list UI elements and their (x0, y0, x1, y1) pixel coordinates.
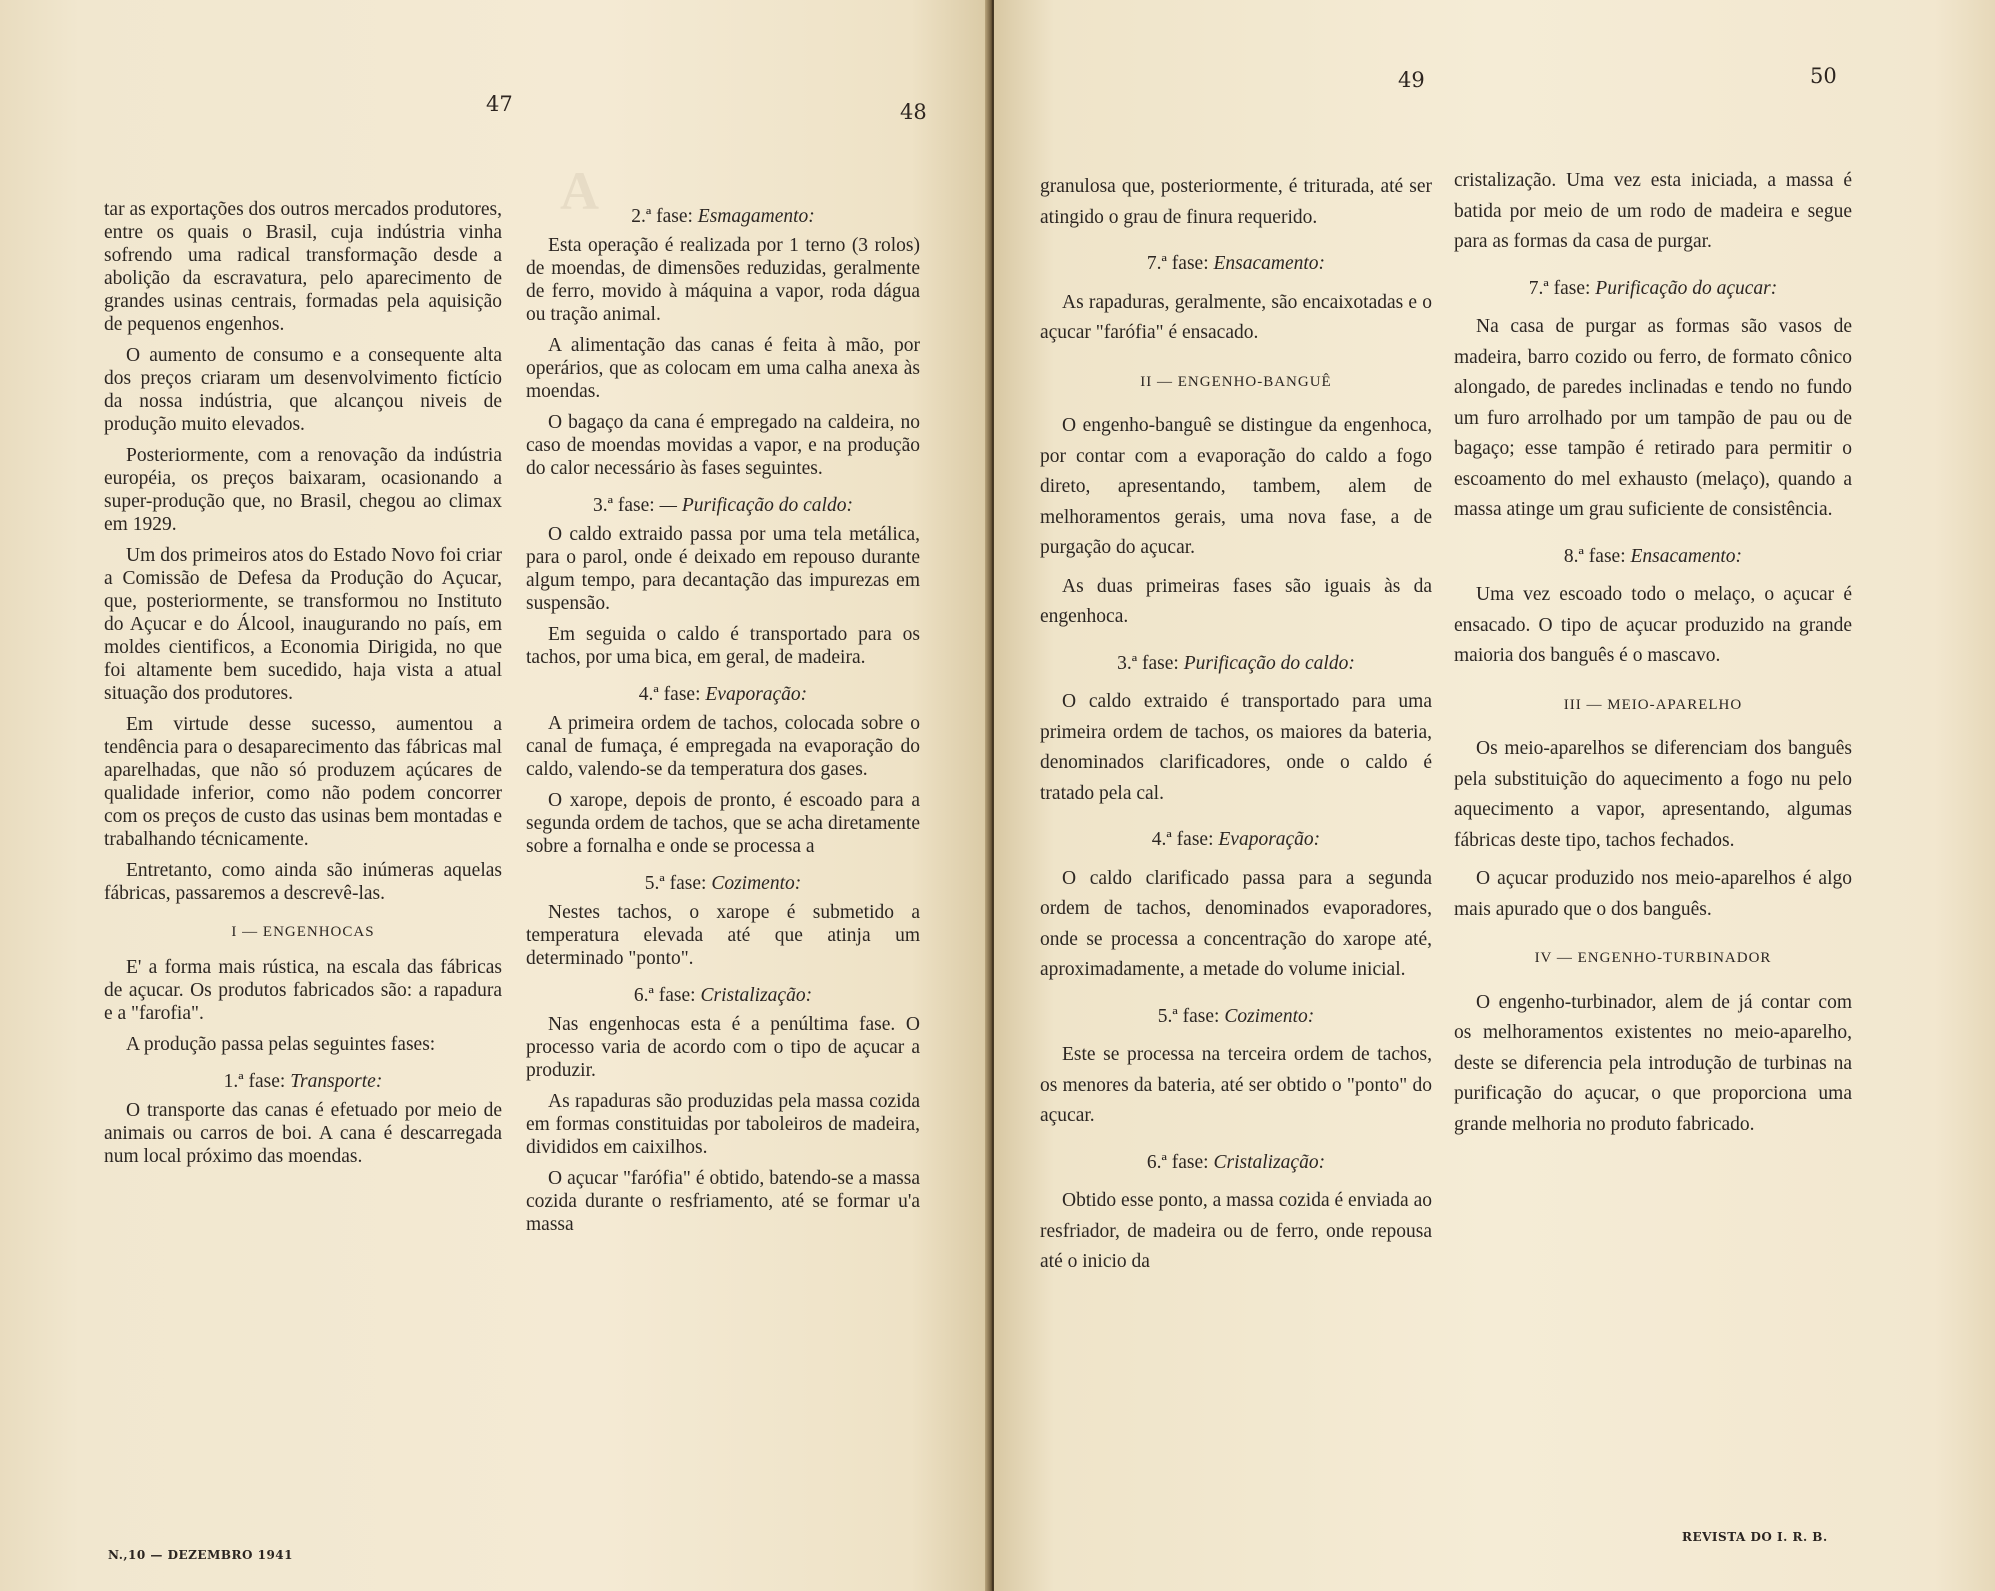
phase-number: 3.ª fase: (1117, 652, 1179, 674)
paragraph: O aumento de consumo e a consequente alta dos preços criaram um desenvolvimento fictício da nossa indústria, que alcançou niveis de produção muito elevados. (104, 345, 502, 435)
section-heading-engenho-turbinador: IV — ENGENHO-TURBINADOR (1534, 950, 1772, 966)
paragraph: A produção passa pelas seguintes fases: (126, 1034, 436, 1055)
paragraph: O bagaço da cana é empregado na caldeira, no caso de moendas movidas a vapor, e na produção do calor necessário às fases seguintes. (526, 412, 920, 479)
paragraph: Na casa de purgar as formas são vasos de madeira, barro cozido ou ferro, de formato cônico alongado, de paredes inclinadas e tendo no fundo um furo arrolhado por um tampão de pau ou de bagaço; esse tampão é retirado para permitir o escoamento do mel exhausto (melaço), quando a massa atinge um grau suficiente de consistência. (1454, 316, 1852, 520)
phase-heading (1040, 1148, 1432, 1179)
page-number-49: 49 (1398, 68, 1425, 92)
phase-name: Cristalização: (700, 985, 813, 1006)
phase-heading (1040, 249, 1432, 280)
paragraph: Nas engenhocas esta é a penúltima fase. O processo varia de acordo com o tipo de açucar a produzir. (526, 1014, 920, 1081)
paragraph: O açucar "farófia" é obtido, batendo-se a massa cozida durante o resfriamento, até se formar u'a massa (526, 1168, 920, 1235)
paragraph: Nestes tachos, o xarope é submetido a temperatura elevada até que atinja um determinado "ponto". (526, 902, 920, 969)
paragraph: Em seguida o caldo é transportado para os tachos, por uma bica, em geral, de madeira. (526, 624, 920, 668)
paragraph: granulosa que, posteriormente, é triturada, até ser atingido o grau de finura requerido. (1040, 176, 1432, 228)
paragraph: As rapaduras são produzidas pela massa cozida em formas constituidas por taboleiros de madeira, divididos em caixilhos. (526, 1091, 920, 1158)
paragraph: As duas primeiras fases são iguais às da engenhoca. (1040, 575, 1432, 627)
phase-name: Evaporação: (1218, 829, 1321, 850)
page-49-column (1040, 172, 1432, 1286)
phase-number: 8.ª fase: (1563, 545, 1626, 567)
page-50-column (1454, 166, 1852, 1148)
phase-name: Cozimento: (1224, 1005, 1315, 1027)
paragraph: O engenho-banguê se distingue da engenhoca, por contar com a evaporação do caldo a fogo direto, apresentando, tambem, alem de melhoramentos gerais, uma nova fase, a de purgação do açucar. (1040, 415, 1432, 558)
page-number-47: 47 (486, 92, 513, 116)
paragraph: Um dos primeiros atos do Estado Novo foi criar a Comissão de Defesa da Produção do Açucar, que, posteriormente, se transformou no Instituto do Açucar e do Álcool, inaugurando no país, em moldes cientificos, a Economia Dirigida, no que foi altamente bem sucedido, haja vista a atual situação dos produtores. (104, 545, 502, 704)
footer-issue: N.,10 — DEZEMBRO 1941 (108, 1548, 293, 1562)
footer-journal: REVISTA DO I. R. B. (1682, 1530, 1828, 1544)
phase-name: Cozimento: (711, 873, 802, 894)
paragraph: O xarope, depois de pronto, é escoado para a segunda ordem de tachos, que se acha diretamente sobre a fornalha e onde se processa a (526, 790, 920, 857)
paragraph: E' a forma mais rústica, na escala das fábricas de açucar. Os produtos fabricados são: a rapadura e a "farofia". (104, 957, 502, 1024)
phase-heading (526, 872, 920, 895)
phase-number: 6.ª fase: (1146, 1151, 1209, 1173)
phase-number: 5.ª fase: (1157, 1005, 1220, 1027)
paragraph: Entretanto, como ainda são inúmeras aquelas fábricas, passaremos a descrevê-las. (104, 860, 502, 904)
phase-name: Cristalização: (1213, 1151, 1326, 1173)
phase-number: 2.ª fase: (631, 206, 693, 227)
page-number-48: 48 (900, 100, 927, 124)
phase-heading (1040, 1002, 1432, 1033)
paragraph: cristalização. Uma vez esta iniciada, a massa é batida por meio de um rodo de madeira e segue para as formas da casa de purgar. (1454, 170, 1852, 252)
paragraph: O engenho-turbinador, alem de já contar com os melhoramentos existentes no meio-aparelho, deste se diferencia pela introdução de turbinas na purificação do açucar, o que proporciona uma grande melhoria no produto fabricado. (1454, 991, 1852, 1135)
section-heading-engenho-bangue: II — ENGENHO-BANGUÊ (1140, 373, 1332, 390)
phase-heading (526, 683, 920, 706)
phase-heading (1454, 542, 1852, 573)
left-page (0, 0, 990, 1591)
phase-number: 6.ª fase: (633, 985, 696, 1006)
phase-name: Evaporação: (705, 684, 808, 705)
phase-heading (526, 205, 920, 228)
section-heading-engenhocas: I — ENGENHOCAS (231, 924, 375, 940)
phase-heading (1040, 825, 1432, 856)
page-47-column (104, 198, 502, 1176)
paragraph: A primeira ordem de tachos, colocada sobre o canal de fumaça, é empregada na evaporação do caldo, valendo-se da temperatura dos gases. (526, 713, 920, 780)
phase-number: 5.ª fase: (644, 873, 707, 894)
paragraph: Obtido esse ponto, a massa cozida é enviada ao resfriador, de madeira ou de ferro, onde repousa até o inicio da (1040, 1190, 1432, 1272)
phase-heading (526, 984, 920, 1007)
paragraph: Uma vez escoado todo o melaço, o açucar é ensacado. O tipo de açucar produzido na grande maioria dos banguês é o mascavo. (1454, 584, 1852, 666)
phase-number: 1.ª fase: (223, 1071, 286, 1092)
phase-number: 4.ª fase: (638, 684, 701, 705)
phase-name: Ensacamento: (1630, 545, 1743, 567)
paragraph: A alimentação das canas é feita à mão, por operários, que as colocam em uma calha anexa às moendas. (526, 335, 920, 402)
paragraph: Os meio-aparelhos se diferenciam dos banguês pela substituição do aquecimento a fogo nu pelo aquecimento a vapor, apresentando, algumas fábricas deste tipo, tachos fechados. (1454, 738, 1852, 851)
phase-number: 3.ª fase: (593, 495, 655, 516)
paragraph: tar as exportações dos outros mercados produtores, entre os quais o Brasil, cuja indústria vinha sofrendo uma radical transformação desde a abolição da escravatura, pelo aparecimento de grandes usinas centrais, formadas pela aquisição de pequenos engenhos. (104, 199, 503, 335)
paragraph: O caldo extraido passa por uma tela metálica, para o parol, onde é deixado em repouso durante algum tempo, para decantação das impurezas em suspensão. (526, 524, 920, 614)
paragraph: O açucar produzido nos meio-aparelhos é algo mais apurado que o dos banguês. (1454, 868, 1852, 920)
paragraph: O transporte das canas é efetuado por meio de animais ou carros de boi. A cana é descarregada num local próximo das moendas. (104, 1100, 502, 1167)
paragraph: O caldo clarificado passa para a segunda ordem de tachos, denominados evaporadores, onde se processa a concentração do xarope até, aproximadamente, a metade do volume inicial. (1040, 867, 1432, 980)
section-heading-meio-aparelho: III — MEIO-APARELHO (1563, 696, 1743, 713)
paragraph: Este se processa na terceira ordem de tachos, os menores da bateria, até ser obtido o "ponto" do açucar. (1040, 1044, 1432, 1126)
phase-name: Purificação do caldo: (1183, 652, 1355, 674)
phase-heading (526, 494, 920, 517)
page-48-column (526, 205, 920, 1244)
phase-number: 4.ª fase: (1151, 829, 1214, 850)
phase-heading (1040, 649, 1432, 680)
phase-heading (104, 1070, 502, 1093)
phase-name: Purificação do açucar: (1595, 277, 1778, 299)
phase-number: 7.ª fase: (1146, 253, 1209, 274)
paragraph: Posteriormente, com a renovação da indústria européia, os preços baixaram, ocasionando a super-produção que, no Brasil, chegou ao climax em 1929. (104, 445, 502, 535)
page-number-50: 50 (1810, 64, 1837, 88)
paragraph: Esta operação é realizada por 1 terno (3 rolos) de moendas, de dimensões reduzidas, geralmente de ferro, movido à máquina a vapor, roda dágua ou tração animal. (526, 235, 920, 325)
paragraph: Em virtude desse sucesso, aumentou a tendência para o desaparecimento das fábricas mal aparelhadas, que não só produzem açúcares de qualidade inferior, como não podem concorrer com os preços de custo das usinas bem montadas e trabalhando técnicamente. (104, 714, 502, 850)
paragraph: As rapaduras, geralmente, são encaixotadas e o açucar "farófia" é ensacado. (1040, 291, 1432, 343)
phase-heading (1454, 274, 1852, 305)
phase-name: — Purificação do caldo: (659, 495, 853, 516)
phase-name: Esmagamento: (697, 206, 815, 227)
phase-number: 7.ª fase: (1528, 277, 1591, 299)
right-page (994, 0, 1995, 1591)
phase-name: Ensacamento: (1213, 253, 1326, 274)
phase-name: Transporte: (290, 1071, 383, 1092)
paragraph: O caldo extraido é transportado para uma primeira ordem de tachos, os maiores da bateria, denominados clarificadores, onde o caldo é tratado pela cal. (1040, 691, 1432, 804)
show-through-text: A (560, 161, 599, 221)
